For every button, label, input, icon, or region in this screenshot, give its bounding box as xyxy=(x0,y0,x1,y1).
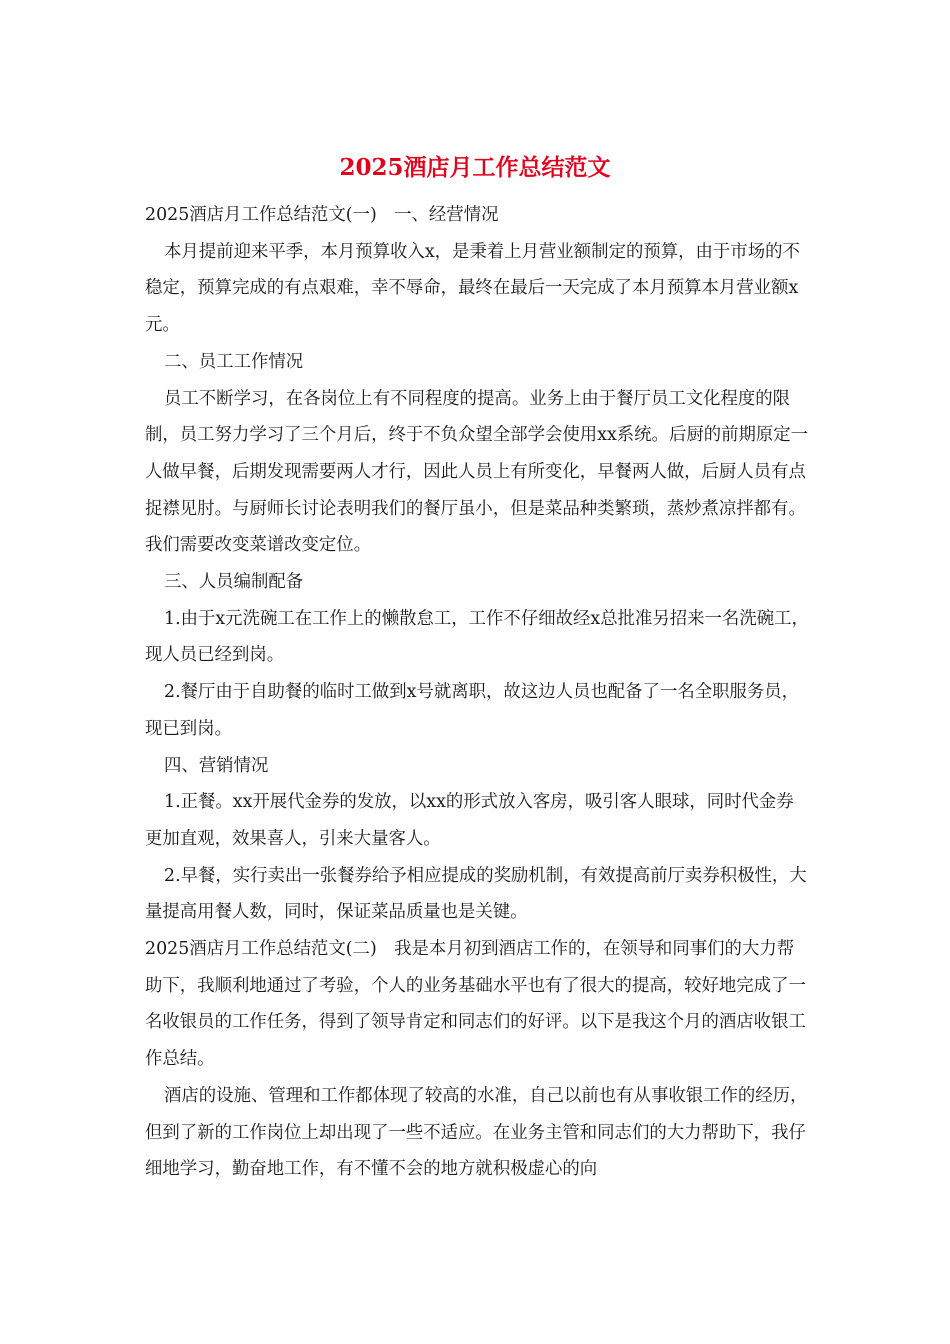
paragraph: 1.由于x元洗碗工在工作上的懒散怠工，工作不仔细故经x总批准另招来一名洗碗工，现人员已经到岗。 xyxy=(145,608,809,666)
document-title: 2025酒店月工作总结范文 xyxy=(339,154,611,181)
paragraph: 2.早餐，实行卖出一张餐券给予相应提成的奖励机制，有效提高前厅卖券积极性，大量提高用餐人数，同时，保证菜品质量也是关键。 xyxy=(145,865,807,923)
section-heading: 二、员工工作情况 xyxy=(164,351,304,372)
section-heading: 三、人员编制配备 xyxy=(164,572,304,593)
paragraph: 2025酒店月工作总结范文(一) 一、经营情况 xyxy=(145,205,499,225)
paragraph: 2.餐厅由于自助餐的临时工做到x号就离职，故这边人员也配备了一名全职服务员，现已到岗。 xyxy=(145,682,800,739)
paragraph: 1.正餐。xx开展代金券的发放，以xx的形式放入客房，吸引客人眼球，同时代金券更加直观，效果喜人，引来大量客人。 xyxy=(145,792,794,849)
paragraph: 2025酒店月工作总结范文(二) 我是本月初到酒店工作的，在领导和同事们的大力帮助下，我顺利地通过了考验，个人的业务基础水平也有了很大的提高，较好地完成了一名收银员的工作任务，得到了领导肯定和同志们的好评。以下是我这个月的酒店收银工作总结。 xyxy=(145,939,806,1070)
paragraph: 员工不断学习，在各岗位上有不同程度的提高。业务上由于餐厅员工文化程度的限制，员工努力学习了三个月后，终于不负众望全部学会使用xx系统。后厨的前期原定一人做早餐，后期发现需要两人才行，因此人员上有所变化，早餐两人做，后厨人员有点捉襟见肘。与厨师长讨论表明我们的餐厅虽小，但是菜品种类繁琐，蒸炒煮凉拌都有。我们需要改变菜谱改变定位。 xyxy=(145,388,809,556)
document-body xyxy=(145,197,810,1188)
section-heading: 四、营销情况 xyxy=(164,755,269,776)
paragraph: 酒店的设施、管理和工作都体现了较高的水准，自己以前也有从事收银工作的经历，但到了新的工作岗位上却出现了一些不适应。在业务主管和同志们的大力帮助下，我仔细地学习，勤奋地工作，有不懂不会的地方就积极虚心的向 xyxy=(145,1085,808,1180)
paragraph: 本月提前迎来平季，本月预算收入x，是秉着上月营业额制定的预算，由于市场的不稳定，预算完成的有点艰难，幸不辱命，最终在最后一天完成了本月预算本月营业额x元。 xyxy=(145,241,800,336)
